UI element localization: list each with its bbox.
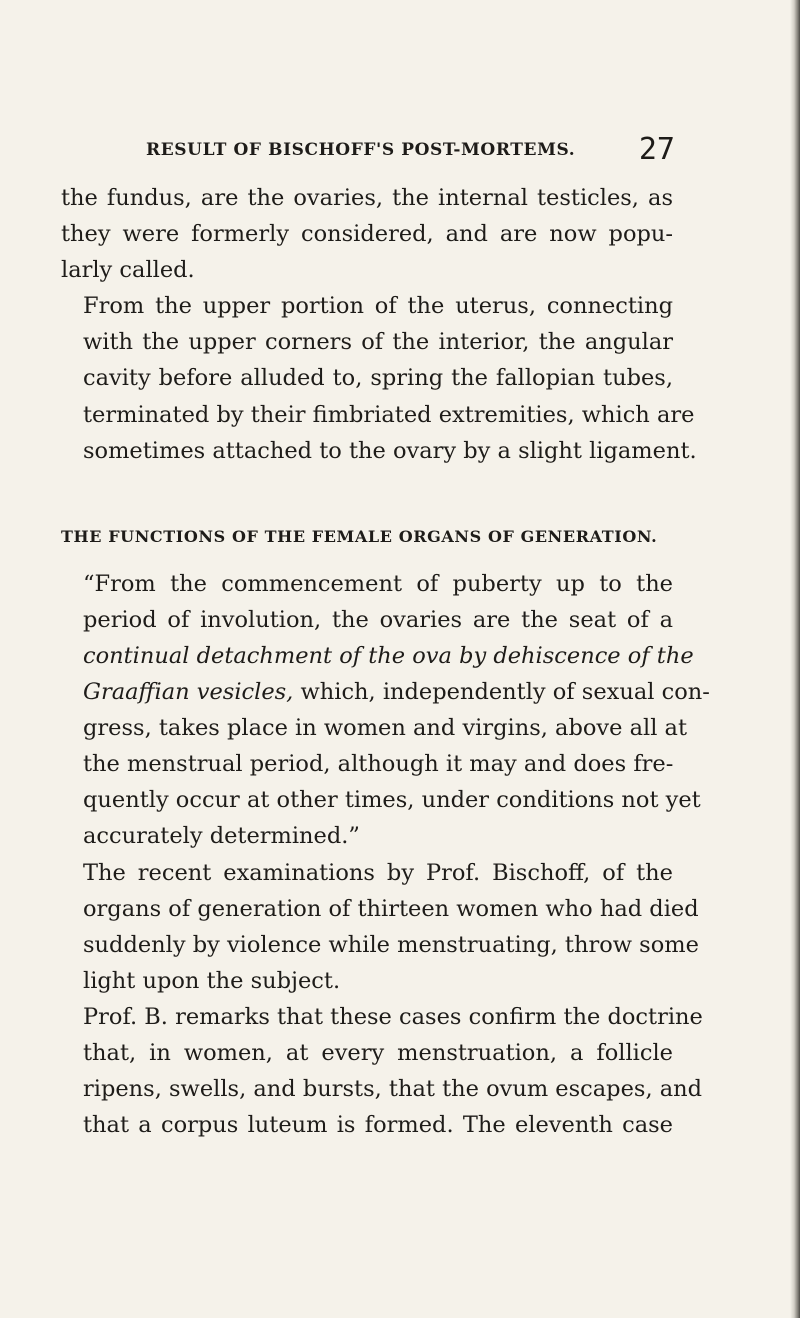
text-line: period of involution, the ovaries are the seat of a xyxy=(83,606,673,633)
book-page xyxy=(61,130,710,1143)
text-line: Prof. B. remarks that these cases confirm the doctrine xyxy=(83,1003,703,1030)
text-line: the menstrual period, although it may and does fre- xyxy=(83,751,674,778)
text-line: gress, takes place in women and virgins, above all at xyxy=(83,715,688,742)
text-line: accurately determined.” xyxy=(83,823,360,850)
italic-text: continual detachment of the ova by dehiscence of the xyxy=(83,642,694,669)
text-line: that a corpus luteum is formed. The eleventh case xyxy=(83,1112,673,1139)
text-line: light upon the subject. xyxy=(83,967,341,994)
paragraph xyxy=(61,855,699,999)
text-line: larly called. xyxy=(61,257,195,284)
paragraph xyxy=(61,999,703,1143)
text-line xyxy=(61,674,710,710)
text-line: The recent examinations by Prof. Bischoff, of the xyxy=(83,859,673,886)
text-line xyxy=(61,638,694,674)
text-segment: which, independently of sexual con- xyxy=(293,679,710,706)
page-number: 27 xyxy=(638,132,675,167)
running-title: RESULT OF BISCHOFF'S POST-MORTEMS. xyxy=(146,140,576,160)
italic-text: Graaffian vesicles, xyxy=(83,679,294,706)
text-line: they were formerly considered, and are now popu- xyxy=(61,221,673,248)
text-line: quently occur at other times, under conditions not yet xyxy=(83,787,701,814)
text-line: that, in women, at every menstruation, a follicle xyxy=(83,1039,673,1066)
text-line: cavity before alluded to, spring the fallopian tubes, xyxy=(83,365,673,392)
text-line: organs of generation of thirteen women who had died xyxy=(83,895,699,922)
text-line: the fundus, are the ovaries, the internal testicles, as xyxy=(61,185,673,211)
paragraph xyxy=(61,566,710,855)
body-text xyxy=(61,180,710,1143)
book-spine-shadow xyxy=(790,0,800,1318)
section-heading: THE FUNCTIONS OF THE FEMALE ORGANS OF GENERATION. xyxy=(61,526,658,546)
text-line: ripens, swells, and bursts, that the ovum escapes, and xyxy=(83,1076,703,1103)
paragraph xyxy=(61,288,697,468)
text-line: “From the commencement of puberty up to the xyxy=(83,570,673,597)
text-line: From the upper portion of the uterus, connecting xyxy=(83,293,673,320)
paragraph xyxy=(61,180,673,288)
text-line: suddenly by violence while menstruating, throw some xyxy=(83,931,699,958)
text-line: with the upper corners of the interior, the angular xyxy=(83,329,673,356)
text-line: terminated by their fimbriated extremities, which are xyxy=(83,401,695,428)
running-head xyxy=(61,130,673,170)
text-line: sometimes attached to the ovary by a slight ligament. xyxy=(83,437,697,464)
